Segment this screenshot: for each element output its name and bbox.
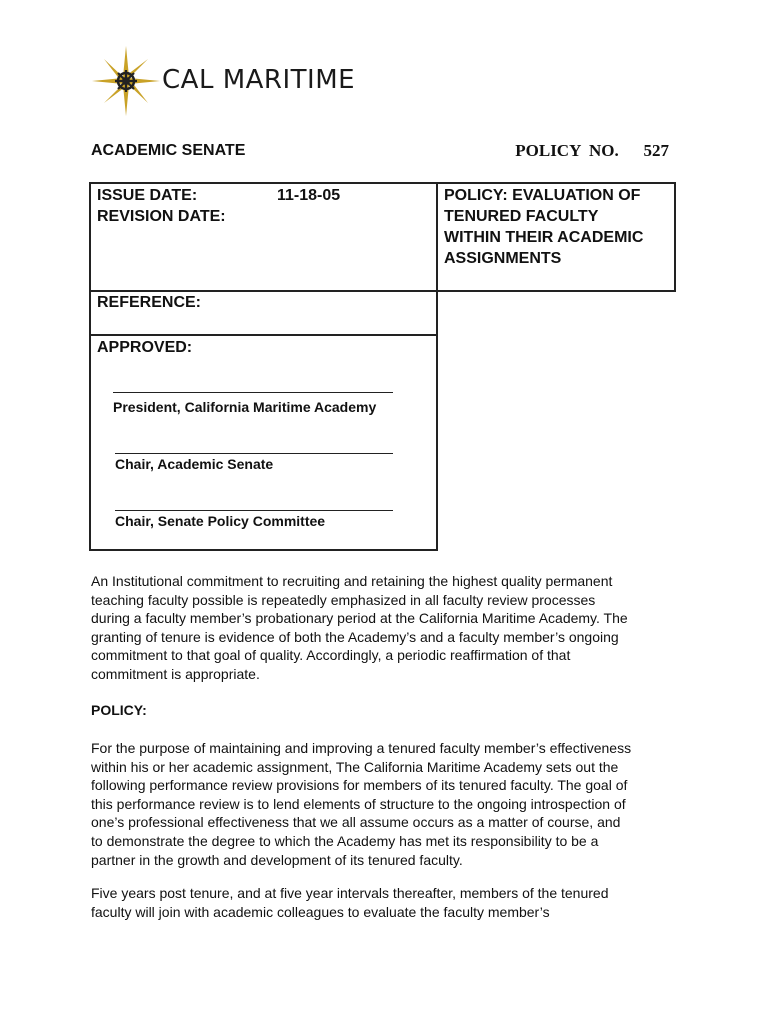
academic-senate-heading: ACADEMIC SENATE (91, 142, 246, 159)
approved-box (89, 334, 438, 551)
logo-wordmark: CAL MARITIME (162, 65, 356, 95)
text-line: this performance review is to lend elements of structure to the ongoing introspection of (91, 795, 626, 812)
issue-date-label: ISSUE DATE: (97, 187, 198, 204)
signature-line-policy-chair (115, 510, 393, 511)
text-line: Five years post tenure, and at five year intervals thereafter, members of the tenured (91, 885, 609, 901)
signature-line-senate-chair (115, 453, 393, 454)
signature-label-policy-chair: Chair, Senate Policy Committee (115, 513, 326, 529)
policy-title-line-1: POLICY: EVALUATION OF (444, 187, 641, 204)
reference-box (89, 290, 438, 336)
policy-title-line-2: TENURED FACULTY (444, 208, 599, 225)
text-line: commitment to that goal of quality. Accordingly, a periodic reaffirmation of that (91, 647, 571, 664)
text-line: An Institutional commitment to recruiting and retaining the highest quality permanent (91, 573, 613, 589)
cal-maritime-logo (90, 44, 360, 118)
text-line: during a faculty member’s probationary period at the California Maritime Academy. The (91, 610, 628, 627)
text-line: within his or her academic assignment, The California Maritime Academy sets out the (91, 758, 619, 775)
text-line: For the purpose of maintaining and improving a tenured faculty member’s effectiveness (91, 740, 632, 756)
text-line: commitment is appropriate. (91, 665, 260, 682)
signature-label-president: President, California Maritime Academy (113, 399, 377, 415)
text-line: teaching faculty possible is repeatedly emphasized in all faculty review processes (91, 591, 596, 608)
issue-date-value: 11-18-05 (277, 187, 341, 204)
policy-paragraph (91, 739, 691, 869)
reference-label: REFERENCE: (97, 294, 202, 311)
policy-title-box (436, 182, 676, 292)
signature-line-president (113, 392, 393, 393)
text-line: following performance review provisions for members of its tenured faculty. The goal of (91, 777, 628, 794)
policy-title-line-4: ASSIGNMENTS (444, 250, 562, 267)
text-line: faculty will join with academic colleagues to evaluate the faculty member’s (91, 903, 550, 920)
text-line: granting of tenure is evidence of both the Academy’s and a faculty member’s ongoing (91, 628, 619, 645)
intro-paragraph (91, 572, 691, 684)
issue-date-box (89, 182, 438, 292)
text-line: one’s professional effectiveness that we all assume occurs as a matter of course, and (91, 814, 621, 831)
approved-label: APPROVED: (97, 339, 193, 356)
signature-label-senate-chair: Chair, Academic Senate (115, 456, 274, 472)
five-year-paragraph (91, 884, 691, 921)
text-line: to demonstrate the degree to which the Academy has met its responsibility to be a (91, 832, 599, 849)
policy-heading: POLICY: (91, 702, 147, 718)
text-line: partner in the growth and development of its tenured faculty. (91, 851, 463, 868)
policy-number: POLICY NO. 527 (515, 141, 669, 160)
compass-star-icon (90, 44, 162, 118)
revision-date-label: REVISION DATE: (97, 208, 226, 225)
policy-title-line-3: WITHIN THEIR ACADEMIC (444, 229, 644, 246)
